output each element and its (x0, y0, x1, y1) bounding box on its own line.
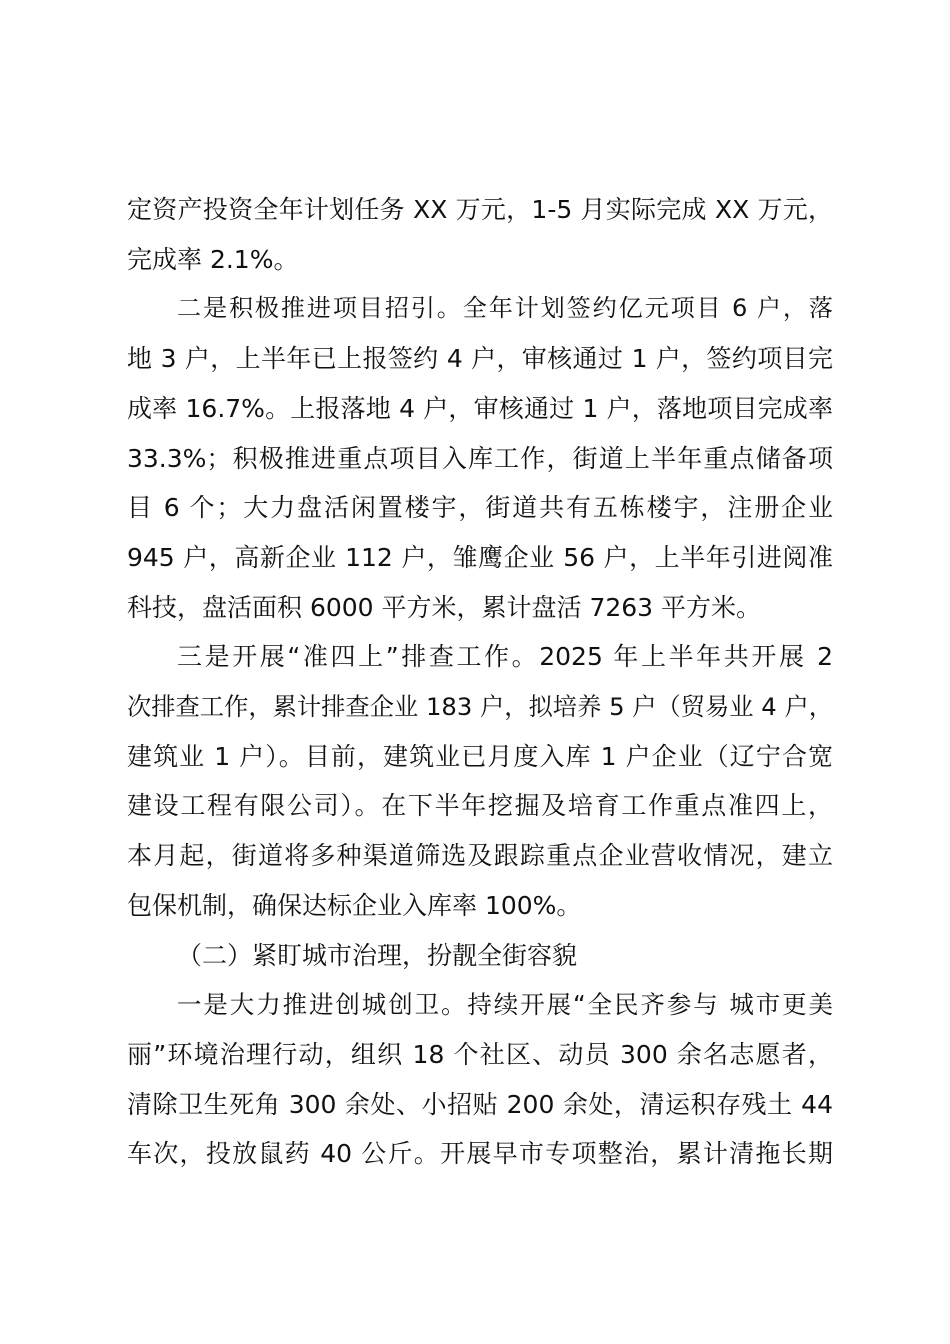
text-line: 次排查工作，累计排查企业 183 户，拟培养 5 户（贸易业 4 户， (127, 692, 833, 722)
text-line: 科技，盘活面积 6000 平方米，累计盘活 7263 平方米。 (127, 592, 762, 622)
paragraph-civilized-city (127, 980, 833, 1179)
section-heading-urban-governance (127, 931, 833, 981)
text-line: 车次，投放鼠药 40 公斤。开展早市专项整治，累计清拖长期 (127, 1139, 833, 1169)
text-line: 清除卫生死角 300 余处、小招贴 200 余处，清运积存残土 44 (127, 1089, 833, 1119)
text-line: 建筑业 1 户）。目前，建筑业已月度入库 1 户企业（辽宁合宽 (127, 741, 833, 771)
text-line: 建设工程有限公司）。在下半年挖掘及培育工作重点准四上， (127, 791, 833, 821)
paragraph-zhun-si-shang-survey (127, 632, 833, 930)
text-line: 成率 16.7%。上报落地 4 户，审核通过 1 户，落地项目完成率 (127, 393, 833, 423)
paragraph-project-attraction (127, 284, 833, 632)
text-line: 丽”环境治理行动，组织 18 个社区、动员 300 余名志愿者， (127, 1039, 833, 1069)
paragraph-fixed-asset-investment (127, 185, 833, 284)
text-line: 完成率 2.1%。 (127, 244, 299, 274)
text-line: 二是积极推进项目招引。全年计划签约亿元项目 6 户，落 (177, 294, 833, 323)
text-line: 目 6 个；大力盘活闲置楼宇，街道共有五栋楼宇，注册企业 (127, 493, 833, 523)
text-line: 一是大力推进创城创卫。持续开展“全民齐参与 城市更美 (177, 990, 833, 1020)
text-line: 945 户，高新企业 112 户，雏鹰企业 56 户，上半年引进阅准 (127, 542, 833, 572)
text-line: 33.3%；积极推进重点项目入库工作，街道上半年重点储备项 (127, 443, 833, 473)
text-line: 定资产投资全年计划任务 XX 万元，1-5 月实际完成 XX 万元， (127, 195, 833, 224)
text-line: 地 3 户，上半年已上报签约 4 户，审核通过 1 户，签约项目完 (127, 344, 833, 374)
text-line: 三是开展“准四上”排查工作。2025 年上半年共开展 2 (177, 642, 833, 672)
text-line: 包保机制，确保达标企业入库率 100%。 (127, 890, 582, 920)
document-page (127, 185, 833, 1179)
text-line: 本月起，街道将多种渠道筛选及跟踪重点企业营收情况，建立 (127, 841, 833, 871)
text-line: （二）紧盯城市治理，扮靓全街容貌 (177, 940, 578, 970)
